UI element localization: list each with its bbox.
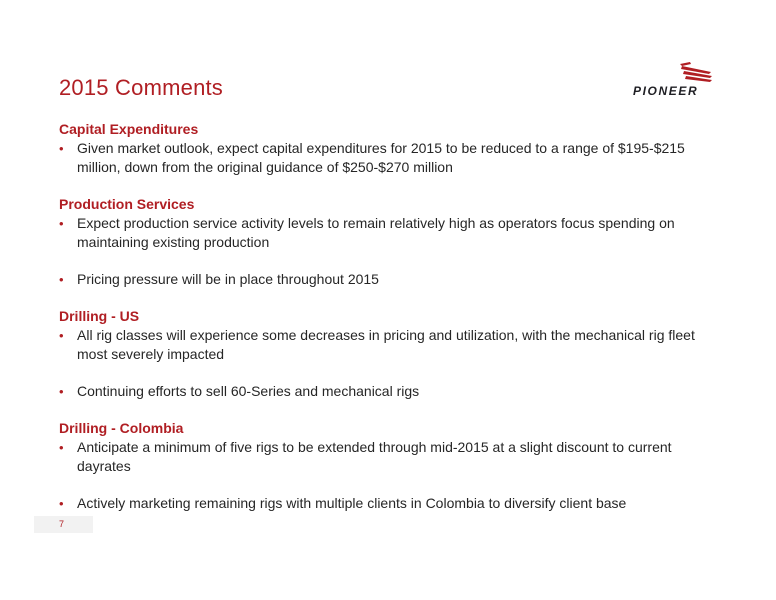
comments-body xyxy=(59,120,729,513)
bullet-icon: • xyxy=(59,384,64,399)
page-number-footer xyxy=(34,516,93,533)
section-heading: Drilling - US xyxy=(59,308,140,324)
section-production-services xyxy=(59,195,729,289)
bullet-icon: • xyxy=(59,496,64,511)
bullet-list xyxy=(59,326,729,401)
bullet-icon: • xyxy=(59,440,64,455)
section-heading: Capital Expenditures xyxy=(59,121,199,137)
bullet-icon: • xyxy=(59,328,64,343)
bullet-text: Given market outlook, expect capital expenditures for 2015 to be reduced to a range of $195-$215 million, down from the original guidance of $250-$270 million xyxy=(77,140,685,175)
bullet-item xyxy=(59,326,729,364)
bullet-item xyxy=(59,214,729,252)
bullet-icon: • xyxy=(59,216,64,231)
bullet-item xyxy=(59,494,729,513)
bullet-list xyxy=(59,214,729,289)
bullet-item xyxy=(59,438,729,476)
bullet-icon: • xyxy=(59,141,64,156)
slide-title: 2015 Comments xyxy=(59,75,224,100)
section-capital-expenditures xyxy=(59,120,729,177)
bullet-item xyxy=(59,139,729,177)
bullet-list xyxy=(59,139,729,177)
logo-wordmark: PIONEER xyxy=(633,84,699,98)
bullet-text: Continuing efforts to sell 60-Series and mechanical rigs xyxy=(77,383,420,399)
bullet-text: Expect production service activity levels to remain relatively high as operators focus spending on maintaining existing production xyxy=(77,215,675,250)
bullet-list xyxy=(59,438,729,513)
bullet-text: Pricing pressure will be in place throughout 2015 xyxy=(77,271,379,287)
page-number: 7 xyxy=(59,519,65,529)
bullet-item xyxy=(59,270,729,289)
bullet-text: Anticipate a minimum of five rigs to be extended through mid-2015 at a slight discount to current dayrates xyxy=(77,439,672,474)
bullet-item xyxy=(59,382,729,401)
section-heading: Drilling - Colombia xyxy=(59,420,184,436)
bullet-text: All rig classes will experience some decreases in pricing and utilization, with the mechanical rig fleet most severely impacted xyxy=(77,327,695,362)
bullet-text: Actively marketing remaining rigs with multiple clients in Colombia to diversify client base xyxy=(77,495,627,511)
pioneer-swoosh-icon xyxy=(678,62,714,86)
pioneer-logo xyxy=(630,62,716,100)
bullet-icon: • xyxy=(59,272,64,287)
section-drilling-colombia xyxy=(59,419,729,513)
section-drilling-us xyxy=(59,307,729,401)
section-heading: Production Services xyxy=(59,196,195,212)
